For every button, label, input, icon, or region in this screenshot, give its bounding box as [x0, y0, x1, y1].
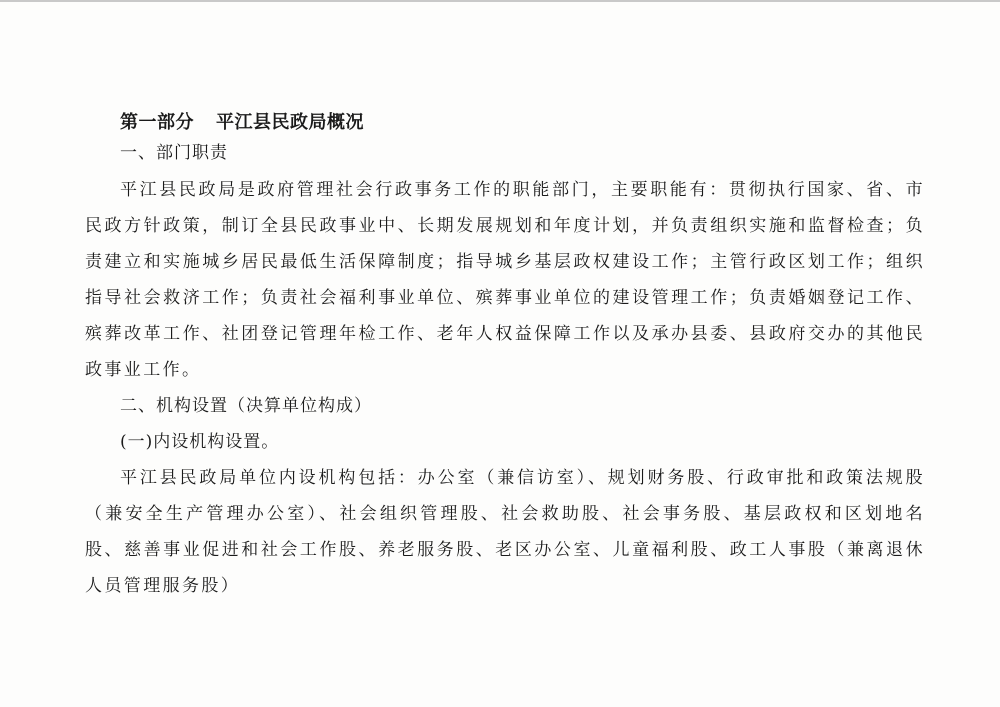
- section2-sub-heading: (一)内设机构设置。: [120, 432, 280, 452]
- scan-edge: [0, 0, 1000, 2]
- section1-heading: 一、部门职责: [120, 143, 228, 163]
- part-subtitle: 平江县民政局概况: [216, 112, 364, 133]
- page-title: [120, 108, 925, 138]
- section2-body: 平江县民政局单位内设机构包括：办公室（兼信访室）、规划财务股、行政审批和政策法规股（兼安全生产管理办公室）、社会组织管理股、社会救助股、社会事务股、基层政权和区划地名股、慈善事业促进和社会工作股、养老服务股、老区办公室、儿童福利股、政工人事股（兼离退休人员管理服务股）: [85, 468, 925, 596]
- document-content: [85, 108, 925, 604]
- part-title: 第一部分: [120, 112, 194, 133]
- section2-heading: 二、机构设置（决算单位构成）: [120, 396, 372, 416]
- section1-body: 平江县民政局是政府管理社会行政事务工作的职能部门，主要职能有：贯彻执行国家、省、市民政方针政策，制订全县民政事业中、长期发展规划和年度计划，并负责组织实施和监督检查；负责建立和实施城乡居民最低生活保障制度；指导城乡基层政权建设工作；主管行政区划工作；组织指导社会救济工作；负责社会福利事业单位、殡葬事业单位的建设管理工作；负责婚姻登记工作、殡葬改革工作、社团登记管理年检工作、老年人权益保障工作以及承办县委、县政府交办的其他民政事业工作。: [85, 180, 925, 380]
